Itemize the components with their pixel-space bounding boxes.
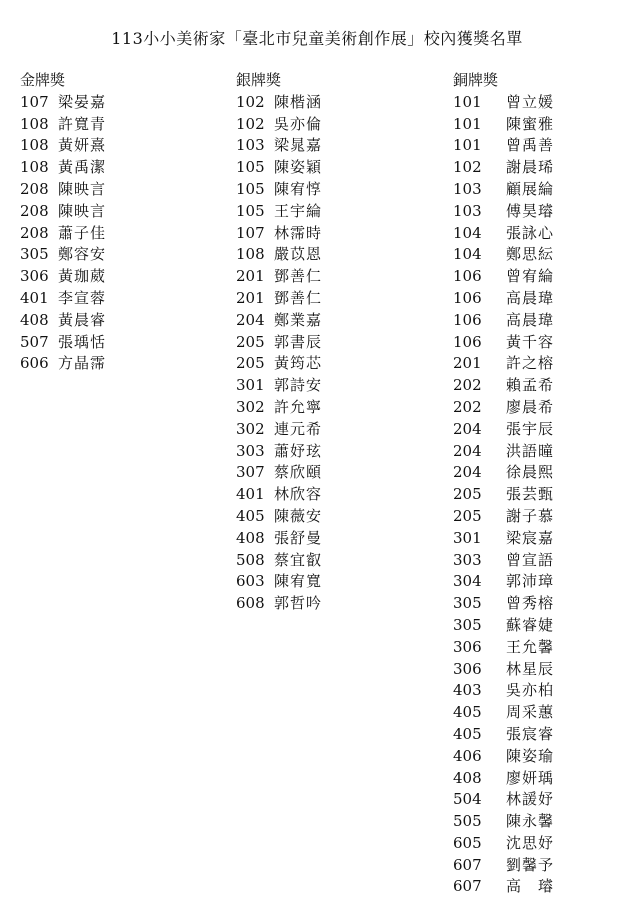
class-number: 101: [453, 136, 482, 155]
silver-award-list: [236, 92, 322, 615]
student-name: 王允馨: [506, 637, 555, 656]
list-item: [236, 441, 322, 463]
class-number: 408: [236, 528, 265, 547]
list-item: [453, 811, 554, 833]
list-item: [20, 310, 106, 332]
list-item: [20, 114, 106, 136]
class-number: 108: [20, 114, 49, 133]
student-name: 廖妍瑀: [506, 768, 555, 787]
list-item: [20, 201, 106, 223]
class-number: 305: [20, 245, 49, 264]
student-name: 郭書辰: [274, 332, 323, 351]
class-number: 104: [453, 223, 482, 242]
student-name: 沈思妤: [506, 833, 555, 852]
list-item: [20, 157, 106, 179]
list-item: [453, 310, 554, 332]
list-item: [453, 157, 554, 179]
student-name: 吳亦倫: [274, 114, 323, 133]
class-number: 101: [453, 92, 482, 111]
class-number: 104: [453, 245, 482, 264]
student-name: 鄭容安: [58, 245, 107, 264]
class-number: 105: [236, 179, 265, 198]
class-number: 607: [453, 877, 482, 896]
class-number: 103: [453, 201, 482, 220]
list-item: [236, 135, 322, 157]
list-item: [236, 506, 322, 528]
student-name: 洪語曈: [506, 441, 555, 460]
student-name: 廖晨希: [506, 397, 555, 416]
student-name: 顧展綸: [506, 179, 555, 198]
class-number: 102: [236, 114, 265, 133]
bronze-award-column: [453, 70, 554, 898]
class-number: 108: [20, 136, 49, 155]
list-item: [236, 244, 322, 266]
list-item: [236, 353, 322, 375]
list-item: [236, 550, 322, 572]
class-number: 105: [236, 158, 265, 177]
class-number: 307: [236, 463, 265, 482]
student-name: 蔡欣頤: [274, 463, 323, 482]
student-name: 謝晨琋: [506, 158, 555, 177]
student-name: 黃珈葳: [58, 267, 107, 286]
student-name: 陳姿穎: [274, 158, 323, 177]
list-item: [20, 244, 106, 266]
list-item: [453, 92, 554, 114]
list-item: [453, 288, 554, 310]
list-item: [453, 768, 554, 790]
list-item: [236, 179, 322, 201]
list-item: [236, 462, 322, 484]
list-item: [453, 833, 554, 855]
student-name: 陳蜜雅: [506, 114, 555, 133]
class-number: 301: [236, 376, 265, 395]
class-number: 105: [236, 201, 265, 220]
student-name: 許允寧: [274, 397, 323, 416]
student-name: 周采蕙: [506, 703, 555, 722]
list-item: [20, 223, 106, 245]
list-item: [453, 876, 554, 898]
student-name: 張芸甄: [506, 485, 555, 504]
student-name: 連元希: [274, 419, 323, 438]
list-item: [236, 201, 322, 223]
list-item: [453, 746, 554, 768]
list-item: [236, 157, 322, 179]
list-item: [453, 244, 554, 266]
student-name: 黃千容: [506, 332, 555, 351]
student-name: 高 璿: [506, 877, 555, 896]
class-number: 103: [453, 179, 482, 198]
list-item: [236, 332, 322, 354]
gold-award-heading: 金牌獎: [20, 71, 66, 89]
list-item: [453, 506, 554, 528]
list-item: [453, 528, 554, 550]
student-name: 梁晁嘉: [274, 136, 323, 155]
gold-award-column: [20, 70, 106, 375]
student-name: 嚴苡恩: [274, 245, 323, 264]
student-name: 梁晏嘉: [58, 92, 107, 111]
student-name: 張宸睿: [506, 724, 555, 743]
class-number: 406: [453, 746, 482, 765]
student-name: 蔡宜叡: [274, 550, 323, 569]
student-name: 李宣蓉: [58, 288, 107, 307]
list-item: [453, 201, 554, 223]
class-number: 201: [236, 267, 265, 286]
class-number: 301: [453, 528, 482, 547]
class-number: 605: [453, 833, 482, 852]
class-number: 108: [236, 245, 265, 264]
class-number: 408: [453, 768, 482, 787]
student-name: 徐晨熙: [506, 463, 555, 482]
list-item: [236, 375, 322, 397]
list-item: [20, 332, 106, 354]
student-name: 陳宥寬: [274, 572, 323, 591]
class-number: 204: [453, 419, 482, 438]
class-number: 306: [453, 659, 482, 678]
list-item: [453, 615, 554, 637]
list-item: [453, 397, 554, 419]
list-item: [453, 266, 554, 288]
list-item: [20, 92, 106, 114]
list-item: [453, 724, 554, 746]
list-item: [236, 484, 322, 506]
student-name: 陳映言: [58, 201, 107, 220]
student-name: 鄧善仁: [274, 288, 323, 307]
student-name: 郭詩安: [274, 376, 323, 395]
student-name: 方晶霈: [58, 354, 107, 373]
list-item: [453, 353, 554, 375]
class-number: 106: [453, 267, 482, 286]
class-number: 202: [453, 376, 482, 395]
class-number: 201: [453, 354, 482, 373]
student-name: 蕭妤玹: [274, 441, 323, 460]
student-name: 蕭子佳: [58, 223, 107, 242]
class-number: 607: [453, 855, 482, 874]
class-number: 201: [236, 288, 265, 307]
bronze-award-list: [453, 92, 554, 898]
list-item: [453, 332, 554, 354]
class-number: 405: [453, 703, 482, 722]
student-name: 曾宣語: [506, 550, 555, 569]
class-number: 103: [236, 136, 265, 155]
class-number: 505: [453, 812, 482, 831]
list-item: [453, 484, 554, 506]
list-item: [453, 702, 554, 724]
class-number: 107: [236, 223, 265, 242]
class-number: 108: [20, 158, 49, 177]
student-name: 高晨瑋: [506, 310, 555, 329]
class-number: 305: [453, 594, 482, 613]
student-name: 林星辰: [506, 659, 555, 678]
student-name: 林霈時: [274, 223, 323, 242]
class-number: 302: [236, 419, 265, 438]
list-item: [453, 114, 554, 136]
student-name: 陳姿瑜: [506, 746, 555, 765]
silver-award-heading: 銀牌獎: [236, 71, 282, 89]
class-number: 305: [453, 615, 482, 634]
class-number: 204: [236, 310, 265, 329]
gold-award-list: [20, 92, 106, 375]
student-name: 謝子慕: [506, 506, 555, 525]
student-name: 吳亦柏: [506, 681, 555, 700]
class-number: 107: [20, 92, 49, 111]
list-item: [453, 789, 554, 811]
list-item: [236, 223, 322, 245]
student-name: 張瑀恬: [58, 332, 107, 351]
student-name: 陳楷涵: [274, 92, 323, 111]
class-number: 401: [236, 485, 265, 504]
list-item: [20, 288, 106, 310]
student-name: 劉馨予: [506, 855, 555, 874]
student-name: 黃禹潔: [58, 158, 107, 177]
class-number: 102: [236, 92, 265, 111]
page-title: 113小小美術家「臺北市兒童美術創作展」校內獲獎名單: [111, 29, 523, 48]
class-number: 205: [236, 354, 265, 373]
class-number: 504: [453, 790, 482, 809]
student-name: 賴孟希: [506, 376, 555, 395]
student-name: 曾宥綸: [506, 267, 555, 286]
student-name: 鄧善仁: [274, 267, 323, 286]
list-item: [453, 462, 554, 484]
student-name: 郭沛璋: [506, 572, 555, 591]
list-item: [236, 310, 322, 332]
list-item: [236, 397, 322, 419]
list-item: [453, 550, 554, 572]
student-name: 許之榕: [506, 354, 555, 373]
student-name: 黃晨睿: [58, 310, 107, 329]
class-number: 208: [20, 179, 49, 198]
list-item: [236, 114, 322, 136]
class-number: 405: [236, 506, 265, 525]
class-number: 102: [453, 158, 482, 177]
class-number: 106: [453, 332, 482, 351]
student-name: 林諼妤: [506, 790, 555, 809]
student-name: 陳永馨: [506, 812, 555, 831]
student-name: 曾秀榕: [506, 594, 555, 613]
class-number: 302: [236, 397, 265, 416]
class-number: 208: [20, 201, 49, 220]
list-item: [20, 266, 106, 288]
class-number: 101: [453, 114, 482, 133]
list-item: [453, 571, 554, 593]
list-item: [453, 659, 554, 681]
list-item: [236, 528, 322, 550]
student-name: 陳映言: [58, 179, 107, 198]
list-item: [453, 419, 554, 441]
student-name: 張舒曼: [274, 528, 323, 547]
student-name: 張宇辰: [506, 419, 555, 438]
student-name: 黃妍熹: [58, 136, 107, 155]
list-item: [453, 375, 554, 397]
class-number: 608: [236, 594, 265, 613]
list-item: [453, 223, 554, 245]
class-number: 603: [236, 572, 265, 591]
list-item: [20, 353, 106, 375]
list-item: [453, 680, 554, 702]
student-name: 鄭思紜: [506, 245, 555, 264]
list-item: [453, 593, 554, 615]
class-number: 202: [453, 397, 482, 416]
class-number: 405: [453, 724, 482, 743]
list-item: [453, 135, 554, 157]
student-name: 王宇綸: [274, 201, 323, 220]
student-name: 郭哲吟: [274, 594, 323, 613]
class-number: 507: [20, 332, 49, 351]
class-number: 205: [453, 506, 482, 525]
student-name: 梁宸嘉: [506, 528, 555, 547]
class-number: 304: [453, 572, 482, 591]
class-number: 204: [453, 463, 482, 482]
list-item: [453, 855, 554, 877]
class-number: 303: [453, 550, 482, 569]
student-name: 鄭業嘉: [274, 310, 323, 329]
list-item: [20, 179, 106, 201]
class-number: 204: [453, 441, 482, 460]
list-item: [236, 593, 322, 615]
list-item: [236, 571, 322, 593]
bronze-award-heading: 銅牌獎: [453, 71, 499, 89]
class-number: 408: [20, 310, 49, 329]
class-number: 106: [453, 310, 482, 329]
class-number: 403: [453, 681, 482, 700]
student-name: 傅昊璿: [506, 201, 555, 220]
list-item: [236, 266, 322, 288]
student-name: 陳薇安: [274, 506, 323, 525]
student-name: 黃筠芯: [274, 354, 323, 373]
student-name: 高晨瑋: [506, 288, 555, 307]
student-name: 曾立媛: [506, 92, 555, 111]
class-number: 106: [453, 288, 482, 307]
student-name: 蘇睿婕: [506, 615, 555, 634]
class-number: 401: [20, 288, 49, 307]
class-number: 208: [20, 223, 49, 242]
list-item: [453, 179, 554, 201]
class-number: 205: [236, 332, 265, 351]
student-name: 曾禹善: [506, 136, 555, 155]
student-name: 張詠心: [506, 223, 555, 242]
class-number: 508: [236, 550, 265, 569]
class-number: 306: [20, 267, 49, 286]
silver-award-column: [236, 70, 322, 615]
class-number: 606: [20, 354, 49, 373]
class-number: 306: [453, 637, 482, 656]
list-item: [20, 135, 106, 157]
class-number: 205: [453, 485, 482, 504]
list-item: [453, 441, 554, 463]
student-name: 許寬青: [58, 114, 107, 133]
list-item: [236, 419, 322, 441]
list-item: [236, 92, 322, 114]
student-name: 陳宥惇: [274, 179, 323, 198]
list-item: [236, 288, 322, 310]
class-number: 303: [236, 441, 265, 460]
student-name: 林欣容: [274, 485, 323, 504]
list-item: [453, 637, 554, 659]
